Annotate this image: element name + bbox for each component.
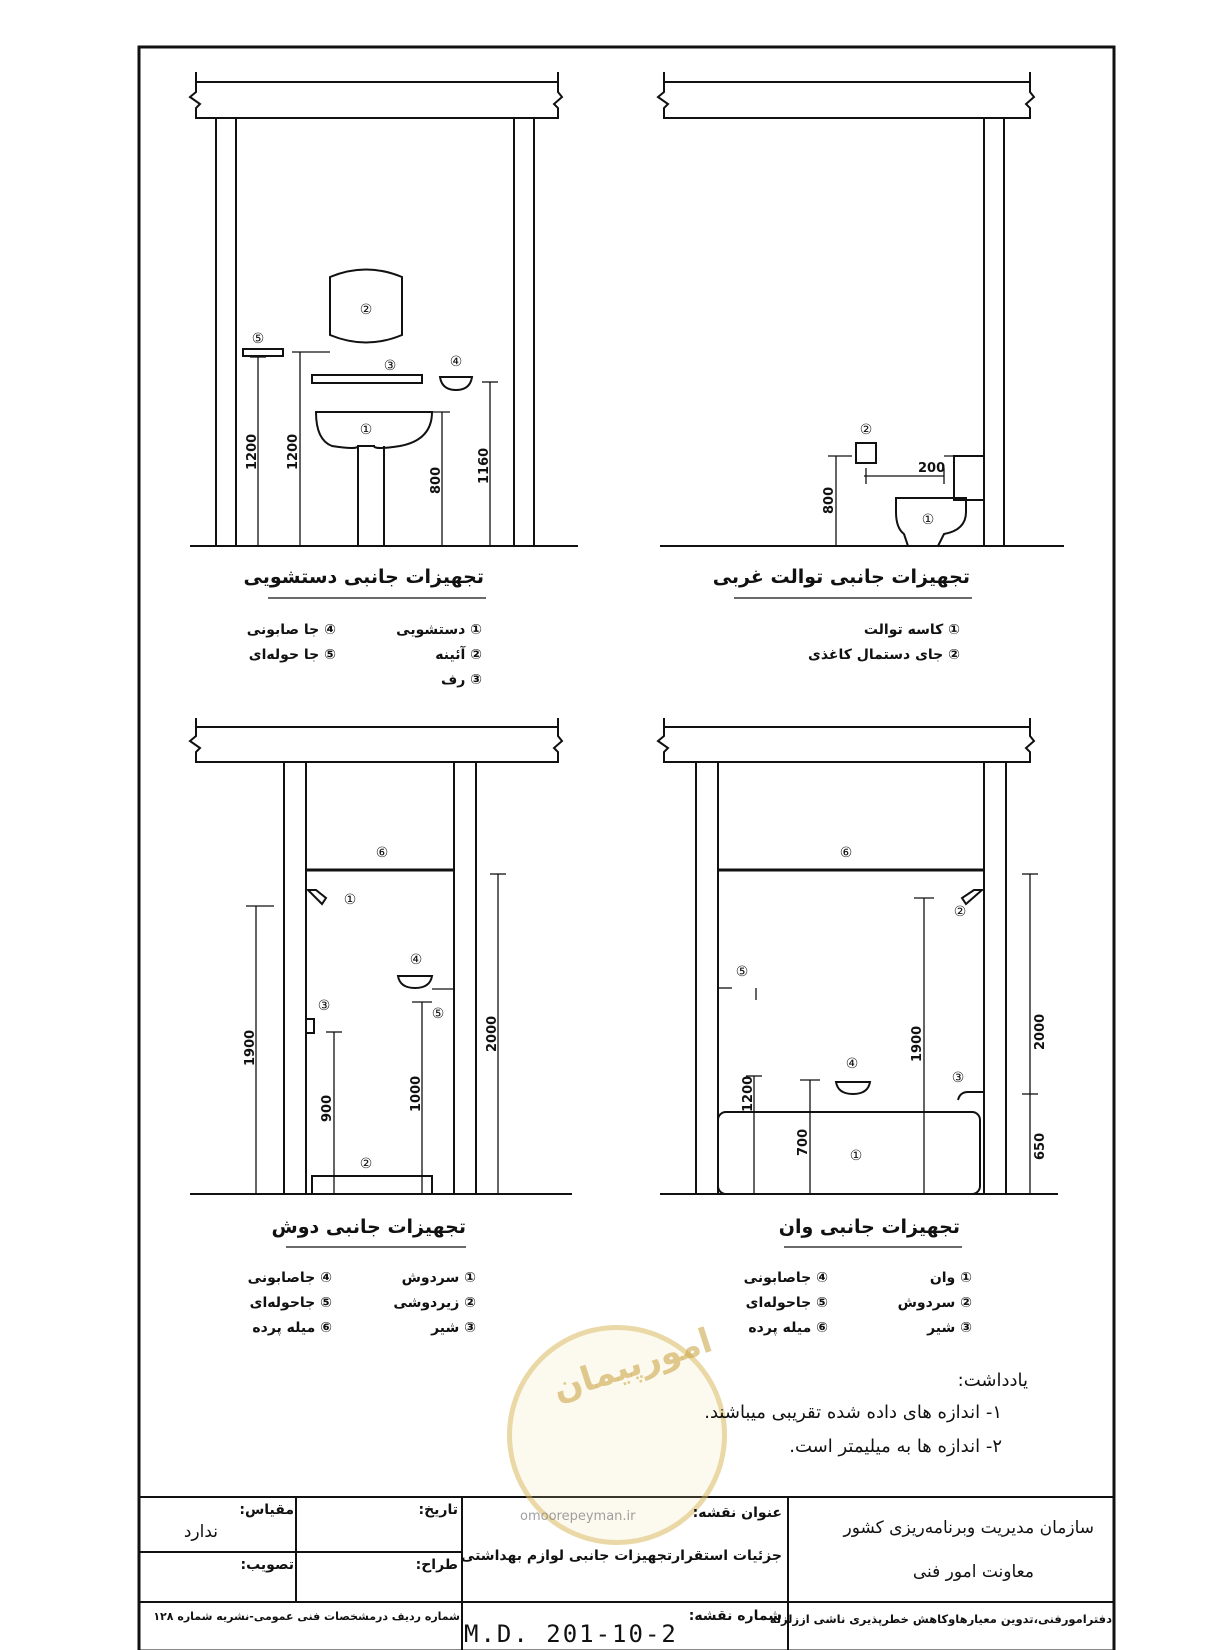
- bath-marker-tub: ①: [849, 1148, 863, 1164]
- shower-head-shape: [308, 890, 326, 904]
- bath-dim-1: 1200: [741, 1075, 756, 1112]
- bath-legend-4: ④ جاصابونی: [743, 1270, 828, 1286]
- shower-elevation: [190, 718, 572, 1194]
- notes-line-2: ۲- اندازه ها به میلیمتر است.: [789, 1436, 1002, 1457]
- bath-legend-6: ⑥ میله پرده: [748, 1320, 828, 1336]
- scale-label: مقیاس:: [239, 1502, 294, 1518]
- org-department: معاونت امور فنی: [912, 1562, 1034, 1582]
- sink-dim-3: 800: [429, 466, 444, 494]
- bath-legend-5: ⑤ جاحوله‌ای: [745, 1295, 828, 1311]
- bath-elevation: [658, 718, 1058, 1194]
- watermark-url: omoorepeyman.ir: [520, 1509, 636, 1524]
- sink-legend-5: ⑤ جا حوله‌ای: [248, 647, 336, 663]
- toilet-marker-bowl: ①: [921, 512, 935, 528]
- bath-dim-5: 650: [1033, 1132, 1048, 1160]
- shower-dim-3: 1000: [409, 1075, 424, 1112]
- shower-legend-3: ③ شیر: [431, 1320, 476, 1336]
- toilet-legend-1: ① کاسه توالت: [863, 622, 960, 638]
- watermark-brand: امورپیمان: [547, 1320, 717, 1410]
- sink-legend-4: ④ جا صابونی: [246, 622, 336, 638]
- shower-marker-rod: ⑥: [375, 845, 389, 861]
- drawing-title-label: عنوان نقشه:: [692, 1505, 782, 1521]
- sink-marker-mirror: ②: [359, 302, 373, 318]
- drawing-title: جزئیات استقرارتجهیزات جانبی لوازم بهداشتی: [460, 1548, 782, 1564]
- sink-bowl-shape: [316, 412, 432, 448]
- bath-marker-head: ②: [953, 904, 967, 920]
- sink-marker-soap: ④: [449, 354, 463, 370]
- toilet-marker-holder: ②: [859, 422, 873, 438]
- org-name: سازمان مدیریت وبرنامه‌ریزی کشور: [843, 1518, 1094, 1538]
- shower-marker-soap: ④: [409, 952, 423, 968]
- towel-bar-shape: [243, 349, 283, 356]
- toilet-elevation: [658, 72, 1064, 546]
- date-label: تاریخ:: [418, 1502, 458, 1518]
- shower-valve-shape: [306, 1019, 314, 1033]
- notes-line-1: ۱- اندازه های داده شده تقریبی میباشند.: [704, 1402, 1002, 1423]
- shower-dim-1: 1900: [243, 1029, 258, 1066]
- bath-marker-towel: ⑤: [735, 964, 749, 980]
- shower-tray-shape: [312, 1176, 432, 1194]
- bath-dim-2: 700: [796, 1128, 811, 1156]
- drawing-number: M.D. 201-10-2: [464, 1620, 678, 1648]
- toilet-dim-2: 200: [918, 461, 946, 476]
- approval-label: تصویب:: [240, 1557, 294, 1573]
- drawing-number-label: شماره نقشه:: [688, 1608, 782, 1624]
- spec-reference: شماره ردیف درمشخصات فنی عمومی-نشریه شماره ۱۲۸: [153, 1610, 460, 1623]
- shower-legend-4: ④ جاصابونی: [247, 1270, 332, 1286]
- sink-legend-1: ① دستشویی: [396, 622, 482, 638]
- bath-faucet-shape: [958, 1092, 984, 1100]
- scale-value: ندارد: [183, 1522, 218, 1542]
- toilet-legend-2: ② جای دستمال کاغذی: [808, 647, 960, 663]
- sink-legend-2: ② آئینه: [435, 647, 482, 663]
- bath-dim-3: 1900: [910, 1025, 925, 1062]
- toilet-title: تجهیزات جانبی توالت غربی: [712, 566, 970, 588]
- shower-legend-1: ① سردوش: [401, 1270, 476, 1286]
- shower-marker-tray: ②: [359, 1156, 373, 1172]
- shower-marker-head: ①: [343, 892, 357, 908]
- shower-marker-towel: ⑤: [431, 1006, 445, 1022]
- bath-legend-2: ② سردوش: [897, 1295, 972, 1311]
- bath-marker-rod: ⑥: [839, 845, 853, 861]
- shower-marker-valve: ③: [317, 998, 331, 1014]
- sink-dim-4: 1160: [477, 447, 492, 484]
- bath-marker-soap: ④: [845, 1056, 859, 1072]
- bath-soap-dish-shape: [836, 1082, 870, 1094]
- soap-dish-shape: [440, 377, 472, 390]
- org-office: دفترامورفنی،تدوین معیارهاوکاهش خطرپذیری ناشی اززلزله: [769, 1612, 1112, 1626]
- designer-label: طراح:: [415, 1557, 458, 1573]
- shower-legend-6: ⑥ میله پرده: [252, 1320, 332, 1336]
- paper-holder-shape: [856, 443, 876, 463]
- bath-title: تجهیزات جانبی وان: [778, 1216, 960, 1238]
- shelf-shape: [312, 375, 422, 383]
- shower-legend-5: ⑤ جاحوله‌ای: [249, 1295, 332, 1311]
- toilet-dim-1: 800: [822, 486, 837, 514]
- sink-marker-basin: ①: [359, 422, 373, 438]
- notes-heading: یادداشت:: [957, 1370, 1028, 1391]
- bath-shower-head-shape: [962, 890, 982, 904]
- shower-soap-dish-shape: [398, 976, 432, 988]
- toilet-tank-shape: [954, 456, 984, 500]
- sink-elevation: [190, 72, 578, 546]
- shower-legend-2: ② زیردوشی: [393, 1295, 476, 1311]
- bath-legend-3: ③ شیر: [927, 1320, 972, 1336]
- sink-legend-3: ③ رف: [440, 672, 482, 688]
- sink-marker-shelf: ③: [383, 358, 397, 374]
- shower-dim-2: 900: [320, 1094, 335, 1122]
- bath-marker-faucet: ③: [951, 1070, 965, 1086]
- shower-title: تجهیزات جانبی دوش: [271, 1216, 466, 1238]
- bath-legend-1: ① وان: [929, 1270, 972, 1286]
- sink-marker-towel: ⑤: [251, 331, 265, 347]
- sink-title: تجهیزات جانبی دستشویی: [243, 566, 484, 588]
- shower-dim-4: 2000: [485, 1015, 500, 1052]
- sink-dim-2: 1200: [286, 433, 301, 470]
- sink-dim-1: 1200: [245, 433, 260, 470]
- bath-dim-4: 2000: [1033, 1013, 1048, 1050]
